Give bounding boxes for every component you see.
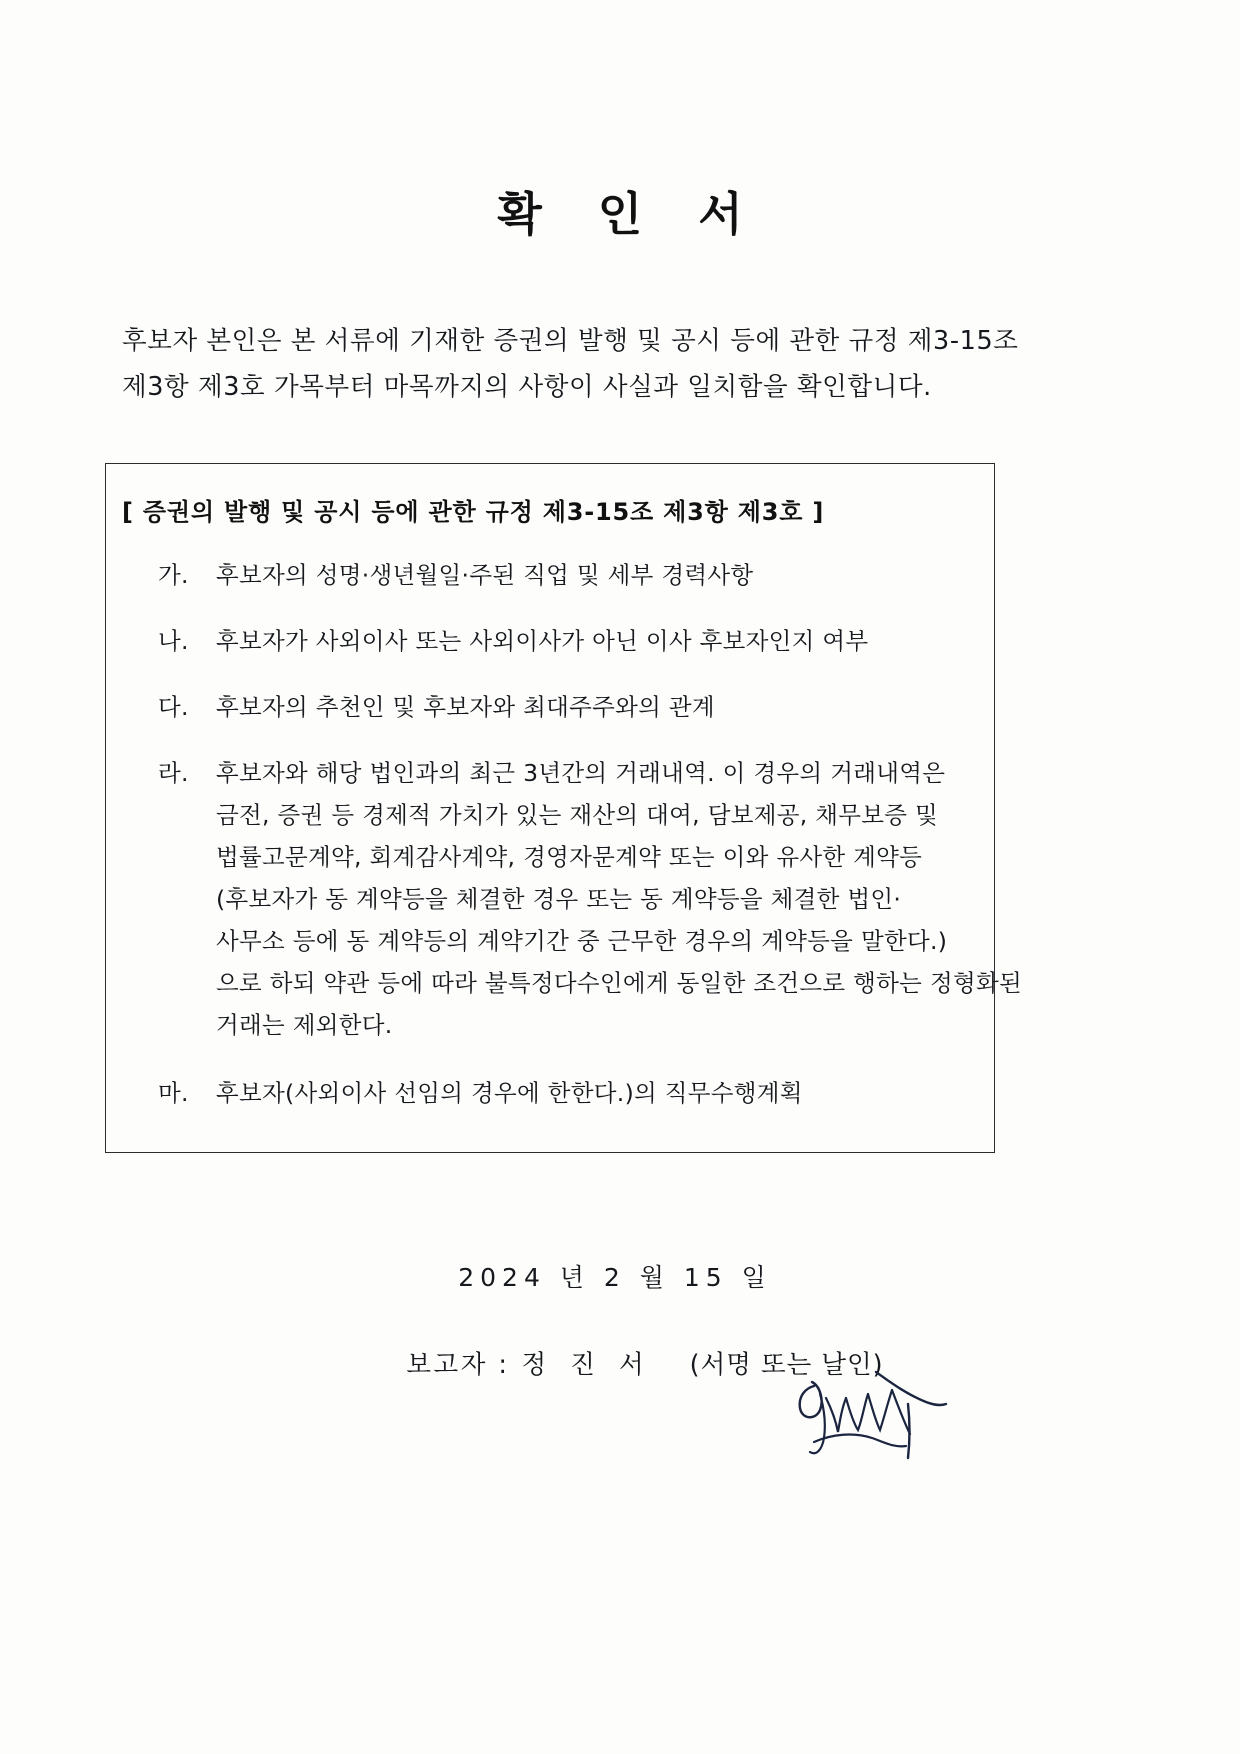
clause-text <box>216 1072 972 1114</box>
clause-line: 금전, 증권 등 경제적 가치가 있는 재산의 대여, 담보제공, 채무보증 및 <box>216 801 939 829</box>
clause-line: 후보자의 추천인 및 후보자와 최대주주와의 관계 <box>216 693 715 721</box>
page-title: 확 인 서 <box>497 187 763 241</box>
signature-date: 2024 년 2 월 15 일 <box>458 1263 772 1292</box>
intro-line-2: 제3항 제3호 가목부터 마목까지의 사항이 사실과 일치함을 확인합니다. <box>122 372 932 402</box>
clause-line: 으로 하되 약관 등에 따라 불특정다수인에게 동일한 조건으로 행하는 정형화된 <box>216 969 1022 997</box>
clause-text <box>216 752 1022 1046</box>
clause-line: 후보자와 해당 법인과의 최근 3년간의 거래내역. 이 경우의 거래내역은 <box>216 759 946 787</box>
clause-line: 거래는 제외한다. <box>216 1011 393 1039</box>
clause-marker: 마. <box>158 1079 189 1107</box>
clause-line: 후보자가 사외이사 또는 사외이사가 아닌 이사 후보자인지 여부 <box>216 627 869 655</box>
seal-note: (서명 또는 날인) <box>689 1350 884 1380</box>
clause-item <box>158 620 972 662</box>
signer-label: 보고자 : <box>406 1350 510 1380</box>
clause-marker: 가. <box>158 561 189 589</box>
intro-line-1: 후보자 본인은 본 서류에 기재한 증권의 발행 및 공시 등에 관한 규정 제3-15조 <box>122 326 1019 356</box>
intro-paragraph <box>122 318 1124 410</box>
clause-text <box>216 686 972 728</box>
handwritten-signature-icon <box>780 1368 970 1488</box>
clause-item <box>158 752 1022 1046</box>
clause-line: (후보자가 동 계약등을 체결한 경우 또는 동 계약등을 체결한 법인· <box>216 885 902 913</box>
regulation-heading: [ 증권의 발행 및 공시 등에 관한 규정 제3-15조 제3항 제3호 ] <box>122 498 825 526</box>
clause-line: 후보자(사외이사 선임의 경우에 한한다.)의 직무수행계획 <box>216 1079 803 1107</box>
clause-item <box>158 686 972 728</box>
clause-line: 사무소 등에 동 계약등의 계약기간 중 근무한 경우의 계약등을 말한다.) <box>216 927 948 955</box>
clause-text <box>216 554 972 596</box>
clause-marker: 다. <box>158 693 189 721</box>
clause-line: 후보자의 성명·생년월일·주된 직업 및 세부 경력사항 <box>216 561 754 589</box>
clause-item <box>158 1072 972 1114</box>
clause-marker: 라. <box>158 759 189 787</box>
clause-line: 법률고문계약, 회계감사계약, 경영자문계약 또는 이와 유사한 계약등 <box>216 843 923 871</box>
signer-name: 정 진 서 <box>521 1350 652 1380</box>
clause-marker: 나. <box>158 627 189 655</box>
signer-line <box>0 1345 1240 1381</box>
clause-item <box>158 554 972 596</box>
clause-list <box>158 554 1022 1138</box>
clause-text <box>216 620 972 662</box>
regulation-box <box>105 463 1022 1153</box>
